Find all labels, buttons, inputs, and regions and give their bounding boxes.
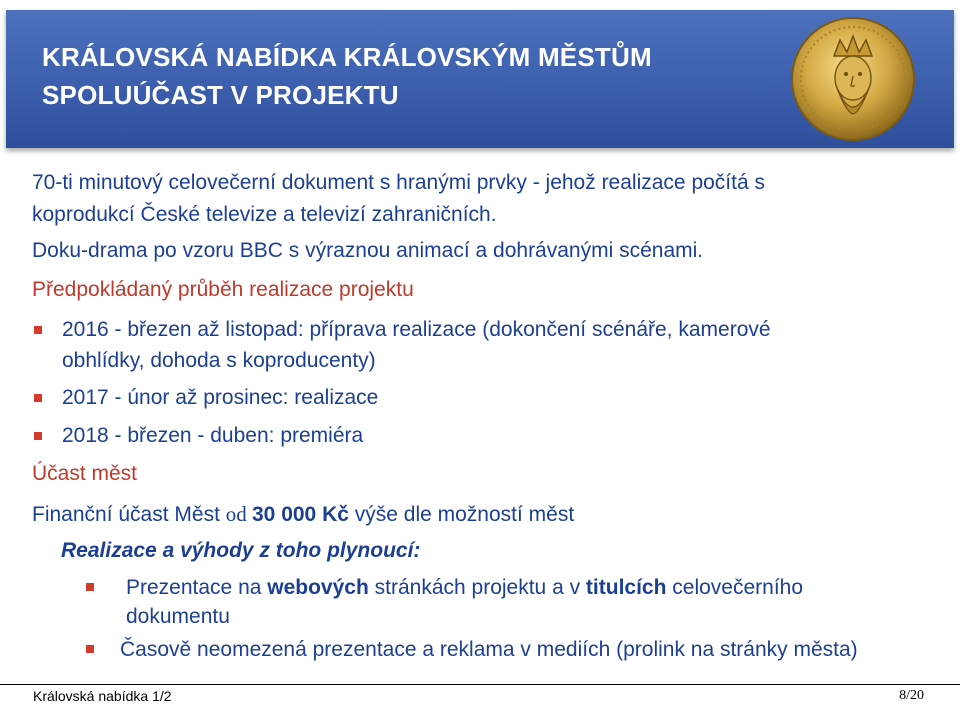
footer-title: Královská nabídka 1/2 — [33, 688, 172, 704]
text-bold: webových — [267, 576, 369, 599]
square-bullet-icon — [86, 645, 94, 653]
bullet-text: 2016 - březen až listopad: příprava realizace (dokončení scénáře, kamerové — [62, 318, 771, 341]
intro-line-3: Doku-drama po vzoru BBC s výraznou animací a dohrávanými scénami. — [32, 239, 704, 262]
gold-king-coin-icon — [790, 16, 916, 142]
bullet-text — [126, 574, 803, 602]
footer-divider — [0, 684, 960, 685]
bullet-text-continued: dokumentu — [126, 605, 230, 628]
square-bullet-icon — [34, 326, 42, 334]
slide-header — [0, 0, 960, 152]
finance-amount: 30 000 Kč — [252, 503, 349, 526]
bullet-text-continued: obhlídky, dohoda s koproducenty) — [62, 349, 376, 372]
finance-line — [32, 500, 574, 529]
subheading-benefits: Realizace a výhody z toho plynoucí: — [61, 539, 421, 562]
finance-prefix: Finanční účast Měst — [32, 503, 226, 526]
square-bullet-icon — [86, 583, 94, 591]
text-part: celovečerního — [666, 576, 804, 599]
bullet-text: Časově neomezená prezentace a reklama v mediích (prolink na stránky města) — [120, 638, 858, 661]
text-bold: titulcích — [585, 576, 667, 599]
slide-title-line-2: SPOLUÚČAST V PROJEKTU — [42, 80, 399, 110]
page-number: 8/20 — [899, 688, 924, 703]
intro-line-2: koprodukcí České televize a televizí zahraničních. — [32, 203, 497, 226]
bullet-text: 2018 - březen - duben: premiéra — [62, 424, 364, 447]
finance-suffix: výše dle možností měst — [348, 503, 575, 526]
square-bullet-icon — [34, 394, 42, 402]
heading-cities: Účast měst — [32, 462, 138, 485]
text-part: Prezentace na — [126, 576, 268, 599]
intro-line-1: 70-ti minutový celovečerní dokument s hranými prvky - jehož realizace počítá s — [32, 171, 765, 194]
slide-title-line-1: KRÁLOVSKÁ NABÍDKA KRÁLOVSKÝM MĚSTŮM — [42, 42, 652, 72]
square-bullet-icon — [34, 432, 42, 440]
heading-progress: Předpokládaný průběh realizace projektu — [32, 278, 414, 301]
bullet-text: 2017 - únor až prosinec: realizace — [62, 386, 379, 409]
text-part: stránkách projektu a v — [368, 576, 586, 599]
finance-od: od — [225, 502, 252, 526]
